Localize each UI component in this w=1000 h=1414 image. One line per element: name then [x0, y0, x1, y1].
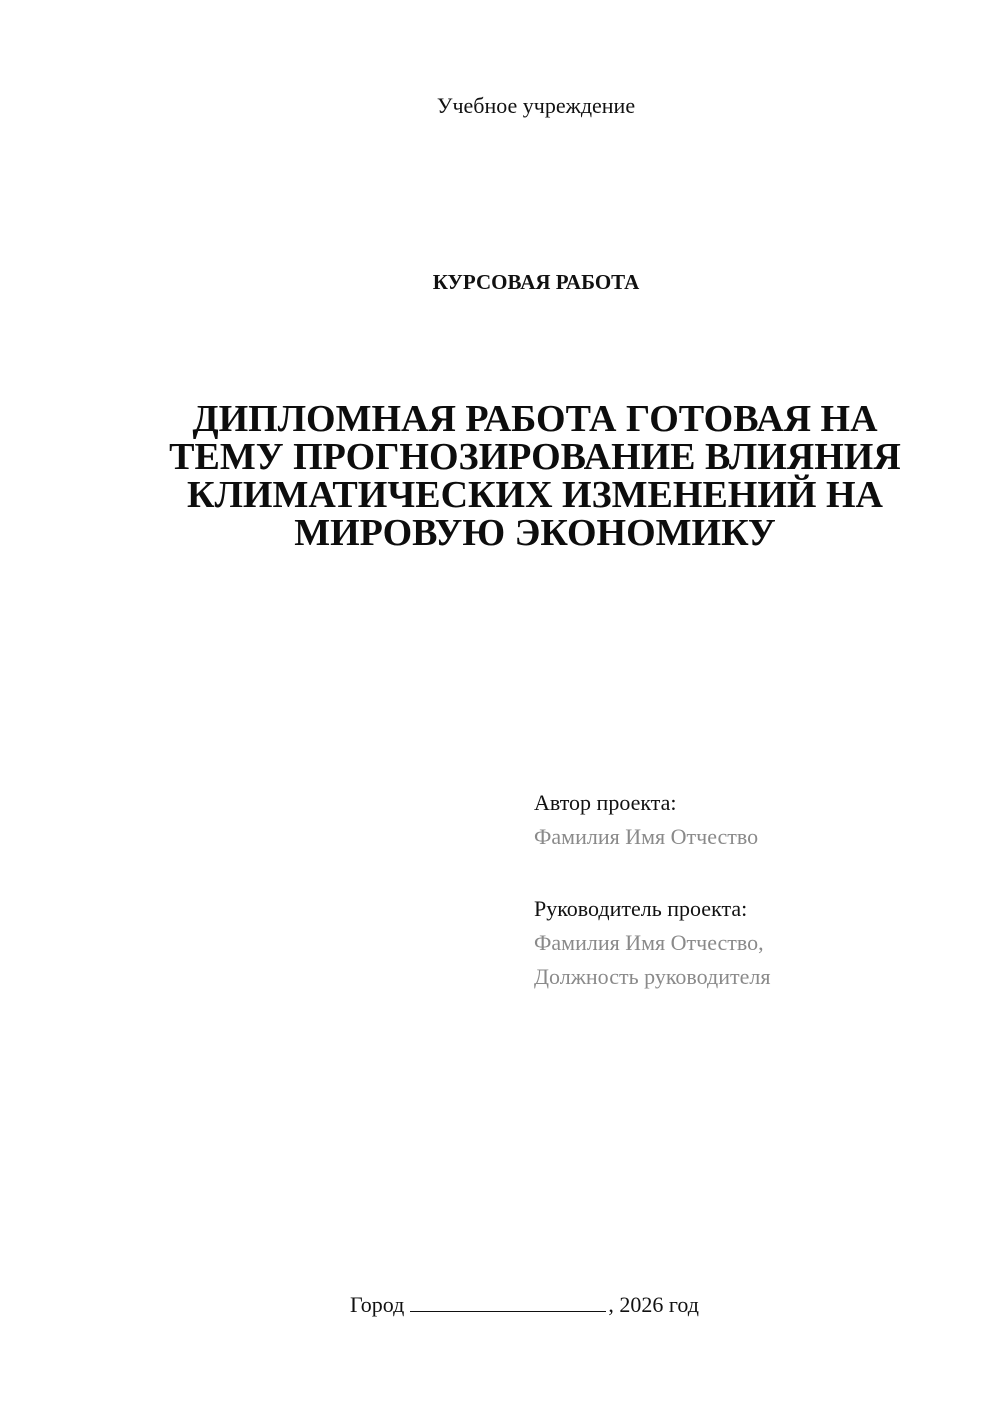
supervisor-label: Руководитель проекта: — [534, 896, 748, 921]
supervisor-block — [534, 892, 770, 994]
author-label: Автор проекта: — [534, 790, 677, 815]
supervisor-position: Должность руководителя — [534, 964, 771, 989]
author-name: Фамилия Имя Отчество — [534, 824, 759, 849]
city-blank-line — [410, 1289, 606, 1312]
year-text: , 2026 год — [608, 1292, 699, 1317]
title-line: КЛИМАТИЧЕСКИХ ИЗМЕНЕНИЙ НА — [187, 474, 883, 516]
supervisor-name: Фамилия Имя Отчество, — [534, 930, 764, 955]
work-type-heading: КУРСОВАЯ РАБОТА — [432, 270, 640, 294]
institution-name: Учебное учреждение — [436, 93, 636, 118]
city-year-line — [350, 1288, 699, 1322]
title-line: МИРОВУЮ ЭКОНОМИКУ — [294, 512, 776, 554]
author-block — [534, 786, 758, 854]
title-line: ТЕМУ ПРОГНОЗИРОВАНИЕ ВЛИЯНИЯ — [169, 436, 901, 478]
title-line: ДИПЛОМНАЯ РАБОТА ГОТОВАЯ НА — [192, 398, 878, 440]
city-label: Город — [350, 1292, 405, 1317]
document-title — [150, 400, 920, 552]
